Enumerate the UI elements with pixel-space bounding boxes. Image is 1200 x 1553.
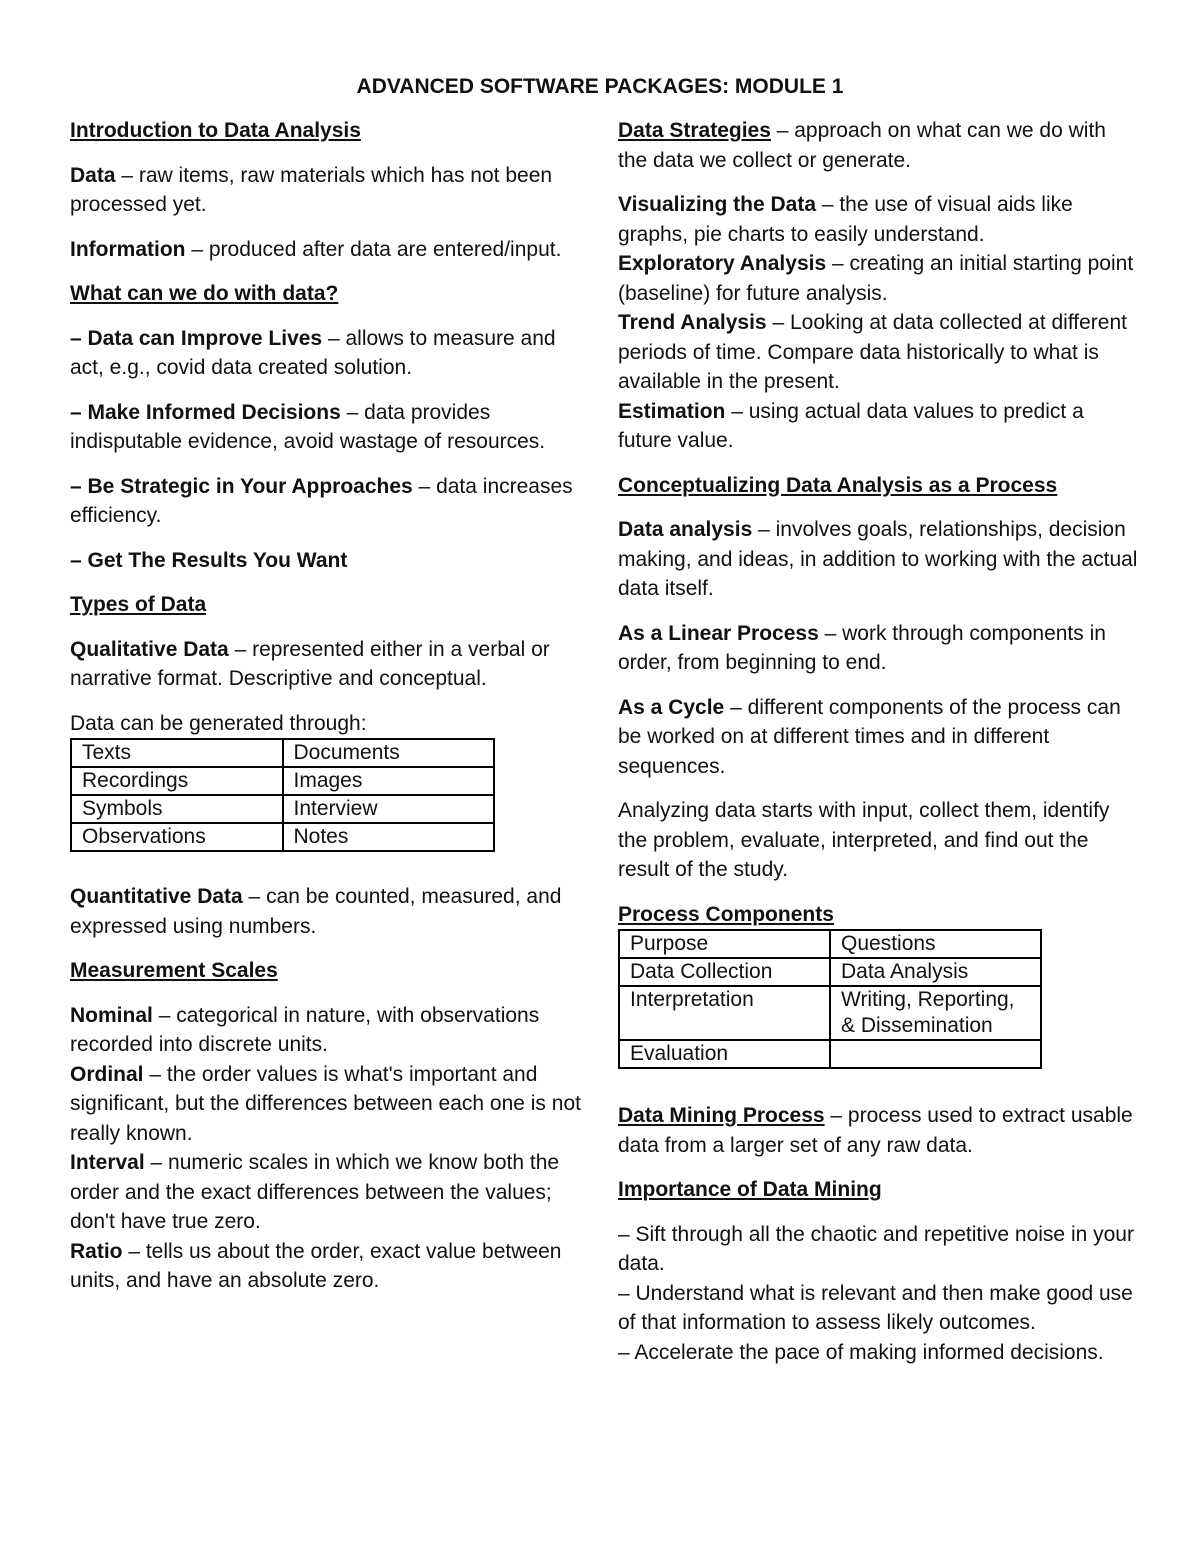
quantitative-definition bbox=[70, 882, 590, 941]
table-cell bbox=[830, 1040, 1041, 1068]
definition: – allows to measure and act, e.g., covid data created solution. bbox=[70, 326, 556, 379]
term: Qualitative Data bbox=[70, 637, 229, 661]
table-cell: Recordings bbox=[71, 767, 283, 795]
information-definition bbox=[70, 235, 590, 265]
scale-item bbox=[70, 1060, 590, 1149]
scale-item bbox=[70, 1001, 590, 1060]
use-item bbox=[70, 398, 590, 457]
table-cell: Documents bbox=[283, 739, 495, 767]
page-title: ADVANCED SOFTWARE PACKAGES: MODULE 1 bbox=[356, 75, 844, 98]
use-item bbox=[70, 324, 590, 383]
table-cell: Interview bbox=[283, 795, 495, 823]
table-cell: Questions bbox=[830, 930, 1041, 958]
term: Exploratory Analysis bbox=[618, 252, 827, 275]
cycle-definition bbox=[618, 693, 1138, 782]
table-cell: Data Analysis bbox=[830, 958, 1041, 986]
term: Data bbox=[70, 163, 116, 187]
use-item bbox=[70, 472, 590, 531]
table-row bbox=[619, 986, 1041, 1040]
strategies-definition bbox=[618, 116, 1138, 175]
components-heading: Process Components bbox=[618, 902, 834, 926]
table-cell: Texts bbox=[71, 739, 283, 767]
analyzing-paragraph: Analyzing data starts with input, collect them, identify the problem, evaluate, interpreted, and find out the result of the study. bbox=[618, 799, 1110, 881]
table-row bbox=[619, 958, 1041, 986]
term: Information bbox=[70, 237, 186, 261]
table-row bbox=[71, 795, 494, 823]
process-components-table bbox=[618, 929, 1042, 1069]
linear-definition bbox=[618, 619, 1138, 678]
strategy-item bbox=[618, 190, 1138, 249]
left-column bbox=[70, 116, 590, 1296]
definition: – data increases efficiency. bbox=[70, 474, 573, 527]
generated-through-table bbox=[70, 738, 495, 852]
term: As a Cycle bbox=[618, 695, 725, 719]
term: As a Linear Process bbox=[618, 621, 819, 645]
scales-heading: Measurement Scales bbox=[70, 959, 278, 982]
definition: – creating an initial starting point (baseline) for future analysis. bbox=[618, 252, 1134, 305]
table-cell: Evaluation bbox=[619, 1040, 830, 1068]
definition: – produced after data are entered/input. bbox=[185, 237, 562, 261]
generated-label: Data can be generated through: bbox=[70, 711, 367, 735]
term: Ordinal bbox=[70, 1062, 144, 1086]
term: Data Strategies bbox=[618, 119, 771, 142]
definition: – the order values is what's important and significant, but the differences between each one is not really known. bbox=[70, 1062, 581, 1145]
definition: – data provides indisputable evidence, avoid wastage of resources. bbox=[70, 400, 546, 453]
term: – Be Strategic in Your Approaches bbox=[70, 474, 413, 498]
importance-heading: Importance of Data Mining bbox=[618, 1178, 882, 1201]
importance-item: – Sift through all the chaotic and repetitive noise in your data. bbox=[618, 1222, 1134, 1275]
process-heading: Conceptualizing Data Analysis as a Process bbox=[618, 473, 1058, 497]
definition: – Looking at data collected at different periods of time. Compare data historically to what is available in the present. bbox=[618, 311, 1127, 393]
table-row bbox=[71, 823, 494, 851]
term: Ratio bbox=[70, 1239, 123, 1263]
strategy-item bbox=[618, 397, 1138, 456]
mining-definition bbox=[618, 1101, 1138, 1160]
intro-heading: Introduction to Data Analysis bbox=[70, 119, 361, 142]
table-cell: Symbols bbox=[71, 795, 283, 823]
table-cell: Purpose bbox=[619, 930, 830, 958]
table-row bbox=[619, 1040, 1041, 1068]
term: – Make Informed Decisions bbox=[70, 400, 341, 424]
definition: – categorical in nature, with observations recorded into discrete units. bbox=[70, 1003, 540, 1056]
term: Estimation bbox=[618, 399, 726, 423]
table-cell: Notes bbox=[283, 823, 495, 851]
term: – Data can Improve Lives bbox=[70, 326, 323, 350]
scale-item bbox=[70, 1237, 590, 1296]
definition: – approach on what can we do with the data we collect or generate. bbox=[618, 119, 1106, 172]
definition: – the use of visual aids like graphs, pie charts to easily understand. bbox=[618, 193, 1073, 246]
definition: – work through components in order, from beginning to end. bbox=[618, 621, 1106, 674]
definition: – numeric scales in which we know both the order and the exact differences between the values; don't have true zero. bbox=[70, 1151, 560, 1233]
scale-item bbox=[70, 1148, 590, 1237]
definition: – involves goals, relationships, decision making, and ideas, in addition to working with the actual data itself. bbox=[618, 518, 1138, 600]
table-cell: Images bbox=[283, 767, 495, 795]
importance-item: – Accelerate the pace of making informed decisions. bbox=[618, 1340, 1104, 1364]
term: Nominal bbox=[70, 1003, 153, 1027]
analysis-definition bbox=[618, 515, 1138, 604]
importance-item: – Understand what is relevant and then make good use of that information to assess likely outcomes. bbox=[618, 1281, 1133, 1334]
table-cell: Data Collection bbox=[619, 958, 830, 986]
definition: – represented either in a verbal or narrative format. Descriptive and conceptual. bbox=[70, 637, 550, 690]
strategy-item bbox=[618, 249, 1138, 308]
term: Data analysis bbox=[618, 518, 753, 541]
definition: – raw items, raw materials which has not been processed yet. bbox=[70, 163, 553, 216]
term: Data Mining Process bbox=[618, 1104, 825, 1127]
use-item bbox=[70, 546, 590, 576]
term: Trend Analysis bbox=[618, 311, 767, 334]
term: Visualizing the Data bbox=[618, 193, 816, 216]
definition: – can be counted, measured, and expressed using numbers. bbox=[70, 885, 562, 938]
right-column bbox=[618, 116, 1138, 1367]
definition: – different components of the process can be worked on at different times and in different sequences. bbox=[618, 695, 1121, 778]
definition: – using actual data values to predict a future value. bbox=[618, 399, 1084, 452]
table-cell: Interpretation bbox=[619, 986, 830, 1040]
definition: – tells us about the order, exact value between units, and have an absolute zero. bbox=[70, 1239, 562, 1292]
table-row bbox=[619, 930, 1041, 958]
term: Quantitative Data bbox=[70, 885, 243, 908]
term: Interval bbox=[70, 1151, 145, 1174]
table-cell: Writing, Reporting, & Dissemination bbox=[830, 986, 1041, 1040]
types-heading: Types of Data bbox=[70, 593, 207, 616]
data-definition bbox=[70, 161, 590, 220]
table-cell: Observations bbox=[71, 823, 283, 851]
qualitative-definition bbox=[70, 635, 590, 694]
term: – Get The Results You Want bbox=[70, 548, 348, 572]
table-row bbox=[71, 767, 494, 795]
table-row bbox=[71, 739, 494, 767]
what-can-heading: What can we do with data? bbox=[70, 282, 339, 305]
definition: – process used to extract usable data from a larger set of any raw data. bbox=[618, 1104, 1133, 1157]
strategy-item bbox=[618, 308, 1138, 397]
